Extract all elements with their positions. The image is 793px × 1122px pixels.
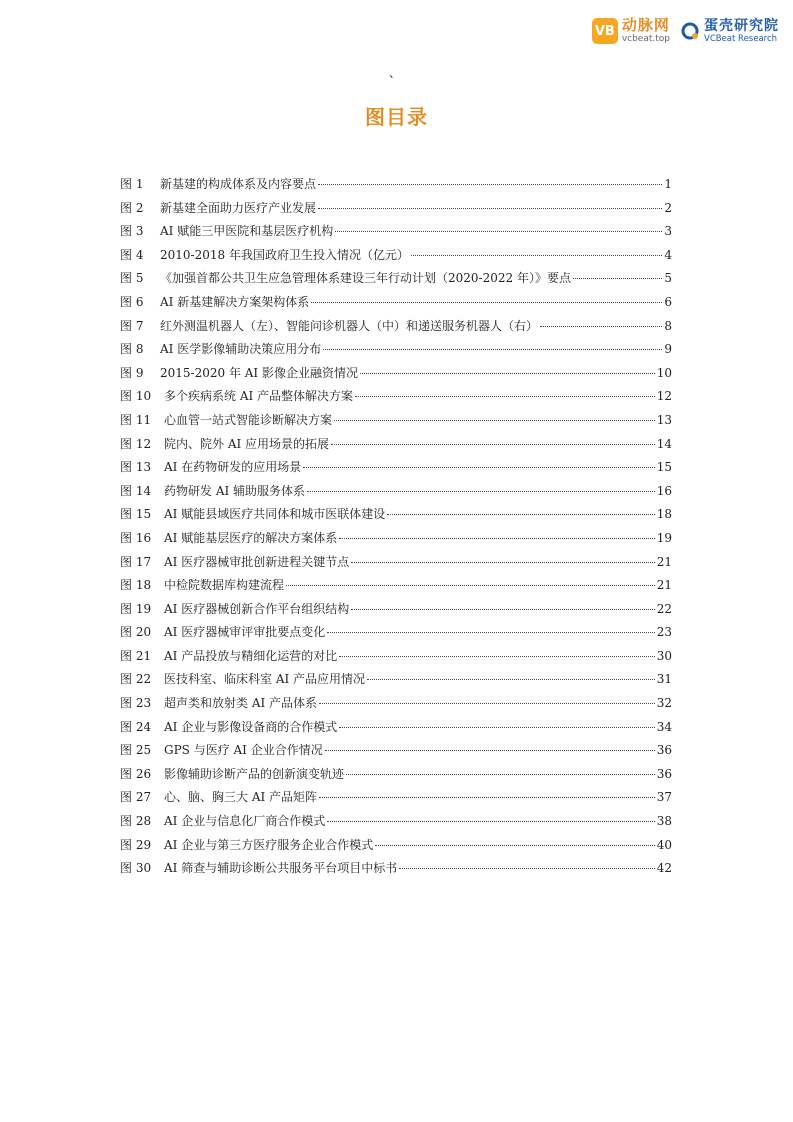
figure-caption[interactable]: AI 在药物研发的应用场景 xyxy=(164,460,302,475)
figure-page-number[interactable]: 40 xyxy=(656,837,672,852)
figure-page-number[interactable]: 23 xyxy=(656,625,672,640)
stray-mark: 、 xyxy=(389,66,402,80)
figure-caption[interactable]: AI 新基建解决方案架构体系 xyxy=(160,294,310,309)
figure-label: 图 10 xyxy=(120,389,152,404)
figure-page-number[interactable]: 12 xyxy=(656,389,672,404)
figure-caption[interactable]: GPS 与医疗 AI 企业合作情况 xyxy=(164,743,323,758)
figure-page-number[interactable]: 32 xyxy=(656,696,672,711)
figure-list-item[interactable] xyxy=(120,269,672,293)
figure-label: 图 15 xyxy=(120,507,152,522)
dot-leader xyxy=(387,514,654,515)
dot-leader xyxy=(286,585,655,586)
research-name: 蛋壳研究院 xyxy=(704,17,779,34)
dot-leader xyxy=(311,302,662,303)
vcbeat-logo-icon: VB xyxy=(592,18,618,44)
figure-list-item[interactable] xyxy=(120,199,672,223)
figure-page-number[interactable]: 10 xyxy=(656,365,672,380)
figure-page-number[interactable]: 5 xyxy=(664,271,672,286)
figure-list-item[interactable] xyxy=(120,435,672,459)
figure-list-item[interactable] xyxy=(120,647,672,671)
figure-page-number[interactable]: 13 xyxy=(656,412,672,427)
dot-leader xyxy=(351,609,654,610)
figure-page-number[interactable]: 19 xyxy=(656,530,672,545)
figure-caption[interactable]: AI 医学影像辅助决策应用分布 xyxy=(160,342,322,357)
page-title: 图目录 xyxy=(365,105,428,129)
figure-label: 图 12 xyxy=(120,436,152,451)
vcbeat-domain: vcbeat.top xyxy=(621,34,670,44)
figure-page-number[interactable]: 3 xyxy=(664,224,672,239)
figure-page-number[interactable]: 18 xyxy=(656,507,672,522)
dot-leader xyxy=(335,231,662,232)
figure-label: 图 17 xyxy=(120,554,152,569)
figure-label: 图 19 xyxy=(120,601,152,616)
dot-leader xyxy=(318,184,662,185)
figure-caption[interactable]: AI 医疗器械创新合作平台组织结构 xyxy=(164,601,350,616)
figure-label: 图 23 xyxy=(120,696,152,711)
dot-leader xyxy=(327,632,654,633)
figure-list-item[interactable] xyxy=(120,576,672,600)
dot-leader xyxy=(319,797,655,798)
figure-list-item[interactable] xyxy=(120,623,672,647)
figure-list-item[interactable] xyxy=(120,529,672,553)
figure-label: 图 21 xyxy=(120,648,152,663)
dot-leader xyxy=(325,750,655,751)
dot-leader xyxy=(360,373,655,374)
figure-list-item[interactable] xyxy=(120,670,672,694)
figure-list-item[interactable] xyxy=(120,222,672,246)
figure-list-item[interactable] xyxy=(120,859,672,883)
vcbeat-name: 动脉网 xyxy=(621,16,670,34)
figure-caption[interactable]: 2010-2018 年我国政府卫生投入情况（亿元） xyxy=(160,247,409,262)
figure-label: 图 25 xyxy=(120,743,152,758)
figure-page-number[interactable]: 42 xyxy=(656,861,672,876)
figure-caption[interactable]: AI 赋能县域医疗共同体和城市医联体建设 xyxy=(164,507,386,522)
figure-page-number[interactable]: 34 xyxy=(656,719,672,734)
figure-caption[interactable]: AI 赋能三甲医院和基层医疗机构 xyxy=(160,224,334,239)
figure-list-item[interactable] xyxy=(120,340,672,364)
dot-leader xyxy=(375,845,654,846)
dot-leader xyxy=(303,467,654,468)
figure-list-item[interactable] xyxy=(120,600,672,624)
figure-caption[interactable]: AI 医疗器械审评审批要点变化 xyxy=(164,625,326,640)
figure-page-number[interactable]: 6 xyxy=(664,294,672,309)
figure-page-number[interactable]: 22 xyxy=(656,601,672,616)
figure-label: 图 2 xyxy=(120,200,144,215)
figure-label: 图 3 xyxy=(120,224,144,239)
figure-list xyxy=(120,175,672,883)
figure-list-item[interactable] xyxy=(120,411,672,435)
figure-caption[interactable]: 《加强首都公共卫生应急管理体系建设三年行动计划（2020-2022 年）》要点 xyxy=(160,271,571,286)
figure-page-number[interactable]: 21 xyxy=(656,578,672,593)
figure-caption[interactable]: 超声类和放射类 AI 产品体系 xyxy=(164,696,318,711)
figure-list-item[interactable] xyxy=(120,718,672,742)
figure-list-item[interactable] xyxy=(120,175,672,199)
figure-page-number[interactable]: 14 xyxy=(656,436,672,451)
figure-list-item[interactable] xyxy=(120,836,672,860)
figure-label: 图 5 xyxy=(120,271,144,286)
figure-label: 图 9 xyxy=(120,365,144,380)
figure-label: 图 30 xyxy=(120,861,152,876)
dot-leader xyxy=(339,538,654,539)
figure-list-item[interactable] xyxy=(120,505,672,529)
figure-label: 图 6 xyxy=(120,294,144,309)
figure-list-item[interactable] xyxy=(120,458,672,482)
dot-leader xyxy=(319,703,655,704)
figure-label: 图 1 xyxy=(120,177,144,191)
figure-caption[interactable]: 药物研发 AI 辅助服务体系 xyxy=(164,483,306,498)
egg-logo-icon xyxy=(680,21,700,41)
dot-leader xyxy=(334,420,655,421)
dot-leader xyxy=(331,444,655,445)
figure-list-item[interactable] xyxy=(120,246,672,270)
figure-page-number[interactable]: 15 xyxy=(656,460,672,475)
figure-list-item[interactable] xyxy=(120,765,672,789)
dot-leader xyxy=(339,727,654,728)
figure-label: 图 29 xyxy=(120,837,152,852)
dot-leader xyxy=(573,278,662,279)
figure-page-number[interactable]: 9 xyxy=(664,342,672,357)
figure-list-item[interactable] xyxy=(120,812,672,836)
figure-caption[interactable]: AI 企业与第三方医疗服务企业合作模式 xyxy=(164,837,374,852)
dot-leader xyxy=(323,349,662,350)
figure-caption[interactable]: 新基建的构成体系及内容要点 xyxy=(160,177,317,191)
dot-leader xyxy=(351,562,654,563)
figure-label: 图 28 xyxy=(120,814,152,829)
figure-caption[interactable]: 红外测温机器人（左）、智能问诊机器人（中）和递送服务机器人（右） xyxy=(160,318,539,333)
figure-label: 图 16 xyxy=(120,530,152,545)
dot-leader xyxy=(355,396,655,397)
figure-list-item[interactable] xyxy=(120,741,672,765)
figure-list-item[interactable] xyxy=(120,694,672,718)
figure-caption[interactable]: 新基建全面助力医疗产业发展 xyxy=(160,200,317,215)
dot-leader xyxy=(346,774,655,775)
page-header xyxy=(592,14,779,48)
figure-label: 图 22 xyxy=(120,672,152,687)
figure-caption[interactable]: 中检院数据库构建流程 xyxy=(164,578,285,593)
figure-list-item[interactable] xyxy=(120,293,672,317)
figure-page-number[interactable]: 4 xyxy=(664,247,672,262)
dot-leader xyxy=(399,868,654,869)
figure-page-number[interactable]: 8 xyxy=(664,318,672,333)
figure-caption[interactable]: 医技科室、临床科室 AI 产品应用情况 xyxy=(164,672,366,687)
figure-list-item[interactable] xyxy=(120,387,672,411)
figure-page-number[interactable]: 36 xyxy=(656,766,672,781)
figure-list-item[interactable] xyxy=(120,553,672,577)
figure-caption[interactable]: 心血管一站式智能诊断解决方案 xyxy=(164,412,333,427)
figure-page-number[interactable]: 1 xyxy=(664,177,672,191)
figure-caption[interactable]: 院内、院外 AI 应用场景的拓展 xyxy=(164,436,330,451)
figure-page-number[interactable]: 31 xyxy=(656,672,672,687)
figure-caption[interactable]: AI 产品投放与精细化运营的对比 xyxy=(164,648,338,663)
figure-caption[interactable]: AI 企业与影像设备商的合作模式 xyxy=(164,719,338,734)
figure-page-number[interactable]: 30 xyxy=(656,648,672,663)
figure-caption[interactable]: AI 赋能基层医疗的解决方案体系 xyxy=(164,530,338,545)
dot-leader xyxy=(540,326,662,327)
figure-label: 图 20 xyxy=(120,625,152,640)
dot-leader xyxy=(339,656,654,657)
dot-leader xyxy=(367,679,655,680)
vcbeat-research-logo xyxy=(680,19,779,44)
figure-label: 图 18 xyxy=(120,578,152,593)
figure-list-item[interactable] xyxy=(120,482,672,506)
dot-leader xyxy=(318,208,662,209)
figure-page-number[interactable]: 38 xyxy=(656,814,672,829)
figure-caption[interactable]: 2015-2020 年 AI 影像企业融资情况 xyxy=(160,365,358,380)
dot-leader xyxy=(307,491,655,492)
figure-label: 图 8 xyxy=(120,342,144,357)
figure-page-number[interactable]: 36 xyxy=(656,743,672,758)
figure-label: 图 26 xyxy=(120,766,152,781)
dot-leader xyxy=(411,255,662,256)
research-en-name: VCBeat Research xyxy=(704,33,778,44)
figure-caption[interactable]: AI 筛查与辅助诊断公共服务平台项目中标书 xyxy=(164,861,398,876)
figure-list-item[interactable] xyxy=(120,364,672,388)
figure-page-number[interactable]: 37 xyxy=(656,790,672,805)
figure-label: 图 13 xyxy=(120,460,152,475)
figure-label: 图 14 xyxy=(120,483,152,498)
figure-page-number[interactable]: 21 xyxy=(656,554,672,569)
figure-caption[interactable]: AI 医疗器械审批创新进程关键节点 xyxy=(164,554,350,569)
dot-leader xyxy=(327,821,654,822)
figure-label: 图 27 xyxy=(120,790,152,805)
figure-label: 图 11 xyxy=(120,412,152,427)
figure-label: 图 24 xyxy=(120,719,152,734)
figure-page-number[interactable]: 2 xyxy=(664,200,672,215)
figure-label: 图 7 xyxy=(120,318,144,333)
figure-page-number[interactable]: 16 xyxy=(656,483,672,498)
figure-caption[interactable]: 多个疾病系统 AI 产品整体解决方案 xyxy=(164,389,354,404)
figure-list-item[interactable] xyxy=(120,317,672,341)
figure-caption[interactable]: 影像辅助诊断产品的创新演变轨迹 xyxy=(164,766,345,781)
vcbeat-logo xyxy=(592,18,670,44)
figure-label: 图 4 xyxy=(120,247,144,262)
figure-caption[interactable]: 心、脑、胸三大 AI 产品矩阵 xyxy=(164,790,318,805)
figure-list-item[interactable] xyxy=(120,788,672,812)
figure-caption[interactable]: AI 企业与信息化厂商合作模式 xyxy=(164,814,326,829)
